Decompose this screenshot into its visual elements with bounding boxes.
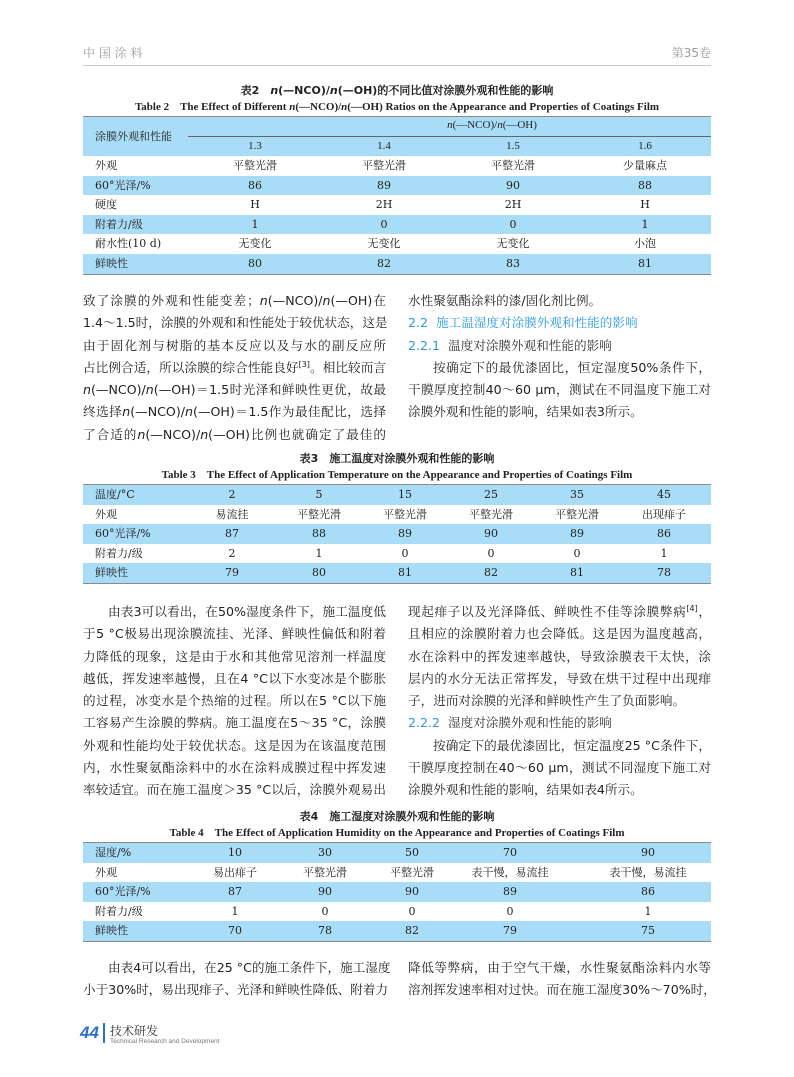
table2 <box>83 116 711 275</box>
table3-row-label: 鲜映性 <box>95 566 128 580</box>
footer-section-en: Technical Research and Development <box>110 1038 220 1045</box>
table3-column-header: 2 <box>228 488 236 501</box>
table3-cell: 2 <box>228 546 236 560</box>
table3-cell: 90 <box>484 527 498 541</box>
table2-cell: 89 <box>377 178 391 192</box>
text-line: 降低等弊病，由于空气干燥，水性聚氨酯涂料内水等 <box>408 960 711 975</box>
table2-cell: 1 <box>641 217 649 231</box>
table4-row-label: 60°光泽/% <box>95 885 151 899</box>
table3-cell: 80 <box>312 566 326 580</box>
table2-cell: 平整光滑 <box>491 159 535 172</box>
text-line: 按确定下的最优漆固比，恒定湿度50%条件下， <box>433 359 711 375</box>
text-line: 按确定下的最优漆固比，恒定温度25 °C条件下， <box>433 737 711 753</box>
text-line: 1.4～1.5时，涂膜的外观和和性能处于较优状态，这是 <box>83 315 388 331</box>
table3-caption-en: Table 3 The Effect of Application Temperature on the Appearance and Properties of Coatings Film <box>161 469 633 481</box>
table2-row <box>83 195 711 215</box>
text-line: 越低，挥发速率越慢，且在4 °C以下水变冰是个膨胀 <box>83 670 386 686</box>
table3-cell: 1 <box>660 546 668 560</box>
text-line: 内，水性聚氨酯涂料中的水在涂料成膜过程中挥发速 <box>83 760 386 776</box>
table2-row-label: 附着力/级 <box>95 217 143 231</box>
table2-column-header: 1.5 <box>506 140 520 152</box>
table3-row <box>83 563 711 583</box>
paragraph-left-1 <box>83 290 386 446</box>
table3-cell: 平整光滑 <box>383 507 427 521</box>
table4-column-header: 30 <box>318 846 332 859</box>
section-heading-2-2 <box>408 312 711 334</box>
table3-row-label: 附着力/级 <box>95 546 143 560</box>
table3-header-row <box>83 485 711 505</box>
section-title: 施工温湿度对涂膜外观和性能的影响 <box>436 315 638 331</box>
table4-cell: 82 <box>405 924 419 938</box>
table3-cell: 82 <box>484 566 498 580</box>
table2-cell: 小泡 <box>634 237 656 251</box>
table2-cell: 2H <box>504 198 522 212</box>
table4-row <box>83 882 711 902</box>
table2-cell: 0 <box>380 217 388 231</box>
table4-cell: 89 <box>503 885 517 899</box>
subsection-number: 2.2.1 <box>408 337 441 353</box>
table4 <box>83 842 711 942</box>
table4-row-header: 湿度/% <box>95 846 132 859</box>
table3-column-header: 35 <box>570 488 584 501</box>
subsection-number: 2.2.2 <box>408 715 441 731</box>
table3-cell: 出现痱子 <box>642 507 686 521</box>
section-number: 2.2 <box>408 315 429 331</box>
table2-cell: 81 <box>638 256 652 270</box>
table2-column-header: 1.6 <box>638 140 652 152</box>
paragraph-right-2 <box>408 601 711 802</box>
table4-column-header: 50 <box>405 846 419 859</box>
paragraph-right-3 <box>408 957 716 1002</box>
table4-row-label: 外观 <box>95 865 117 879</box>
table2-cell: 88 <box>638 178 652 192</box>
text-line: 涂膜外观和性能的影响，结果如表3所示。 <box>408 404 643 420</box>
table4-row <box>83 902 711 922</box>
text-line: 子，进而对涂膜的光泽和鲜映性产生了负面影响。 <box>408 693 686 709</box>
text-line: 现起痱子以及光泽降低、鲜映性不佳等涂膜弊病[4]， <box>408 603 712 619</box>
table2-cell: H <box>250 198 260 212</box>
table4-cell: 表干慢，易流挂 <box>609 865 687 879</box>
table4-row <box>83 863 711 883</box>
table4-cell: 表干慢，易流挂 <box>471 865 549 879</box>
table2-cell: 2H <box>375 198 393 212</box>
table4-header-row <box>83 843 711 863</box>
table3-cell: 1 <box>315 546 323 560</box>
text-line: 干膜厚度控制40～60 μm，测试在不同温度下施工对 <box>408 382 711 398</box>
table4-cell: 79 <box>503 924 517 938</box>
table3-row <box>83 505 711 525</box>
table4-cell: 90 <box>405 885 419 899</box>
text-line: 干膜厚度控制在40～60 μm，测试不同湿度下施工对 <box>408 760 711 776</box>
text-line: 由表4可以看出，在25 °C的施工条件下，施工湿度 <box>108 960 391 975</box>
subsection-heading-2-2-1 <box>408 335 711 357</box>
table4-cell: 平整光滑 <box>390 865 434 879</box>
table3-row-label: 外观 <box>95 507 117 521</box>
table2-caption-en: Table 2 The Effect of Different n(—NCO)/n(—OH) Ratios on the Appearance and Properties of Coatings Film <box>134 101 660 113</box>
table3-cell: 79 <box>225 566 239 580</box>
table2-cell: 1 <box>251 217 259 231</box>
table2-row-label: 外观 <box>95 159 117 172</box>
paragraph-right-1 <box>408 290 711 424</box>
table4-caption-en: Table 4 The Effect of Application Humidity on the Appearance and Properties of Coatings Film <box>169 827 625 839</box>
table3-cell: 81 <box>398 566 412 580</box>
table2-row <box>83 254 711 274</box>
table2-cell: 86 <box>248 178 262 192</box>
table4-cell: 0 <box>321 904 329 918</box>
table4-cell: 75 <box>641 924 655 938</box>
table2-row <box>83 156 711 176</box>
table2-cell: 平整光滑 <box>362 159 406 172</box>
table3-cell: 0 <box>487 546 495 560</box>
table4-cell: 1 <box>644 904 652 918</box>
table2-cell: 82 <box>377 256 391 270</box>
text-line: 层内的水分无法正常挥发，导致在烘干过程中出现痱 <box>408 670 711 686</box>
page-number: 44 <box>80 1023 105 1043</box>
table3-cell: 86 <box>657 527 671 541</box>
table2-cell: 无变化 <box>496 237 530 251</box>
table3-cell: 81 <box>570 566 584 580</box>
table4-cell: 0 <box>408 904 416 918</box>
table3-cell: 87 <box>225 527 239 541</box>
table2-cell: 无变化 <box>238 237 272 251</box>
text-line: 小于30%时，易出现痱子、光泽和鲜映性降低、附着力 <box>83 982 389 998</box>
text-line: 终选择n(—NCO)/n(—OH)＝1.5作为最佳配比，选择 <box>83 404 386 420</box>
table2-cell: 无变化 <box>367 237 401 251</box>
table2-cell: 0 <box>509 217 517 231</box>
table4-cell: 78 <box>318 924 332 938</box>
volume-label: 第35卷 <box>671 46 711 60</box>
table3-cell: 0 <box>573 546 581 560</box>
table2-cell: 少量麻点 <box>623 159 667 172</box>
table2-column-header: 1.3 <box>248 140 262 152</box>
table2-caption-cn: 表2 n(—NCO)/n(—OH)的不同比值对涂膜外观和性能的影响 <box>240 84 554 97</box>
text-line: 于5 °C极易出现涂膜流挂、光泽、鲜映性偏低和附着 <box>83 626 386 642</box>
table4-cell: 易出痱子 <box>213 865 257 879</box>
header-divider <box>83 65 711 66</box>
table4-column-header: 90 <box>641 846 655 859</box>
subsection-title: 湿度对涂膜外观和性能的影响 <box>448 715 612 731</box>
table3-column-header: 15 <box>398 488 412 501</box>
table3-row-header: 温度/°C <box>95 488 135 501</box>
table3-cell: 平整光滑 <box>469 507 513 521</box>
table3-row <box>83 524 711 544</box>
table2-cell: 平整光滑 <box>233 159 277 172</box>
text-line: 且相应的涂膜附着力也会降低。这是因为温度越高， <box>408 626 711 642</box>
table2-cell: 80 <box>248 256 262 270</box>
text-line: 的过程，冰变水是个热缩的过程。所以在5 °C以下施 <box>83 693 386 709</box>
table4-cell: 87 <box>228 885 242 899</box>
table4-row-label: 附着力/级 <box>95 904 143 918</box>
text-line: 涂膜外观和性能的影响，结果如表4所示。 <box>408 782 643 798</box>
table3-cell: 易流挂 <box>215 507 249 521</box>
table2-row-label: 耐水性(10 d) <box>95 237 162 251</box>
table2-row <box>83 176 711 196</box>
table4-cell: 70 <box>228 924 242 938</box>
table4-cell: 0 <box>506 904 514 918</box>
table4-column-header: 70 <box>503 846 517 859</box>
table2-column-header: 1.4 <box>377 140 391 152</box>
footer-section-cn: 技术研发 <box>110 1024 159 1038</box>
text-line: n(—NCO)/n(—OH)＝1.5时光泽和鲜映性更优，故最 <box>83 382 386 398</box>
journal-name: 中 国 涂 料 <box>83 46 143 60</box>
table4-caption-cn: 表4 施工湿度对涂膜外观和性能的影响 <box>299 810 495 823</box>
text-line: 力降低的现象，这是由于水和其他常见溶剂一样温度 <box>83 648 386 664</box>
table2-row <box>83 234 711 254</box>
text-line: 工容易产生涂膜的弊病。施工温度在5～35 °C，涂膜 <box>83 715 386 731</box>
table3-cell: 88 <box>312 527 326 541</box>
table4-row <box>83 921 711 941</box>
table2-cell: H <box>640 198 650 212</box>
table2-group-header: n(—NCO)/n(—OH) <box>447 119 537 131</box>
table2-row <box>83 215 711 235</box>
table2-cell: 90 <box>506 178 520 192</box>
text-line: 了合适的n(—NCO)/n(—OH)比例也就确定了最佳的 <box>83 426 386 442</box>
paragraph-left-3 <box>83 957 391 1002</box>
subsection-heading-2-2-2 <box>408 712 711 734</box>
table4-row-label: 鲜映性 <box>95 924 128 938</box>
table4-cell: 90 <box>318 885 332 899</box>
table3 <box>83 484 711 584</box>
table2-header <box>83 117 711 156</box>
table3-cell: 78 <box>657 566 671 580</box>
table3-column-header: 5 <box>315 488 323 501</box>
table4-column-header: 10 <box>228 846 242 859</box>
text-line: 溶剂挥发速率相对过快。而在施工湿度30%～70%时， <box>408 982 716 998</box>
table4-cell: 平整光滑 <box>303 865 347 879</box>
table3-cell: 0 <box>401 546 409 560</box>
table3-cell: 89 <box>398 527 412 541</box>
table4-cell: 86 <box>641 885 655 899</box>
table3-cell: 平整光滑 <box>297 507 341 521</box>
subsection-title: 温度对涂膜外观和性能的影响 <box>448 337 612 353</box>
table3-cell: 89 <box>570 527 584 541</box>
paragraph-left-2 <box>83 601 386 802</box>
text-line: 水性聚氨酯涂料的漆/固化剂比例。 <box>408 293 602 308</box>
text-line: 致了涂膜的外观和性能变差；n(—NCO)/n(—OH)在 <box>83 293 386 308</box>
table2-row-label: 60°光泽/% <box>95 178 151 192</box>
table3-cell: 平整光滑 <box>555 507 599 521</box>
table3-column-header: 45 <box>657 488 671 501</box>
table3-caption-cn: 表3 施工温度对涂膜外观和性能的影响 <box>299 452 495 465</box>
text-line: 占比例合适，所以涂膜的综合性能良好[3]。相比较而言 <box>83 359 387 375</box>
table3-column-header: 25 <box>484 488 498 501</box>
table3-row <box>83 544 711 564</box>
table2-cell: 83 <box>506 256 520 270</box>
table4-cell: 1 <box>231 904 239 918</box>
table2-row-label: 硬度 <box>95 198 117 212</box>
table2-row-label: 鲜映性 <box>95 256 128 270</box>
table2-row-header: 涂膜外观和性能 <box>95 130 172 143</box>
table3-row-label: 60°光泽/% <box>95 527 151 541</box>
text-line: 率较适宜。而在施工温度＞35 °C以后，涂膜外观易出 <box>83 782 386 798</box>
table2-group-divider <box>188 136 711 137</box>
text-line: 水在涂料中的挥发速率越快，导致涂膜表干太快，涂 <box>408 648 711 664</box>
text-line: 由表3可以看出，在50%湿度条件下，施工温度低 <box>108 604 386 619</box>
text-line: 由于固化剂与树脂的基本反应以及与水的副反应所 <box>83 337 386 353</box>
text-line: 外观和性能均处于较优状态。这是因为在该温度范围 <box>83 737 386 753</box>
